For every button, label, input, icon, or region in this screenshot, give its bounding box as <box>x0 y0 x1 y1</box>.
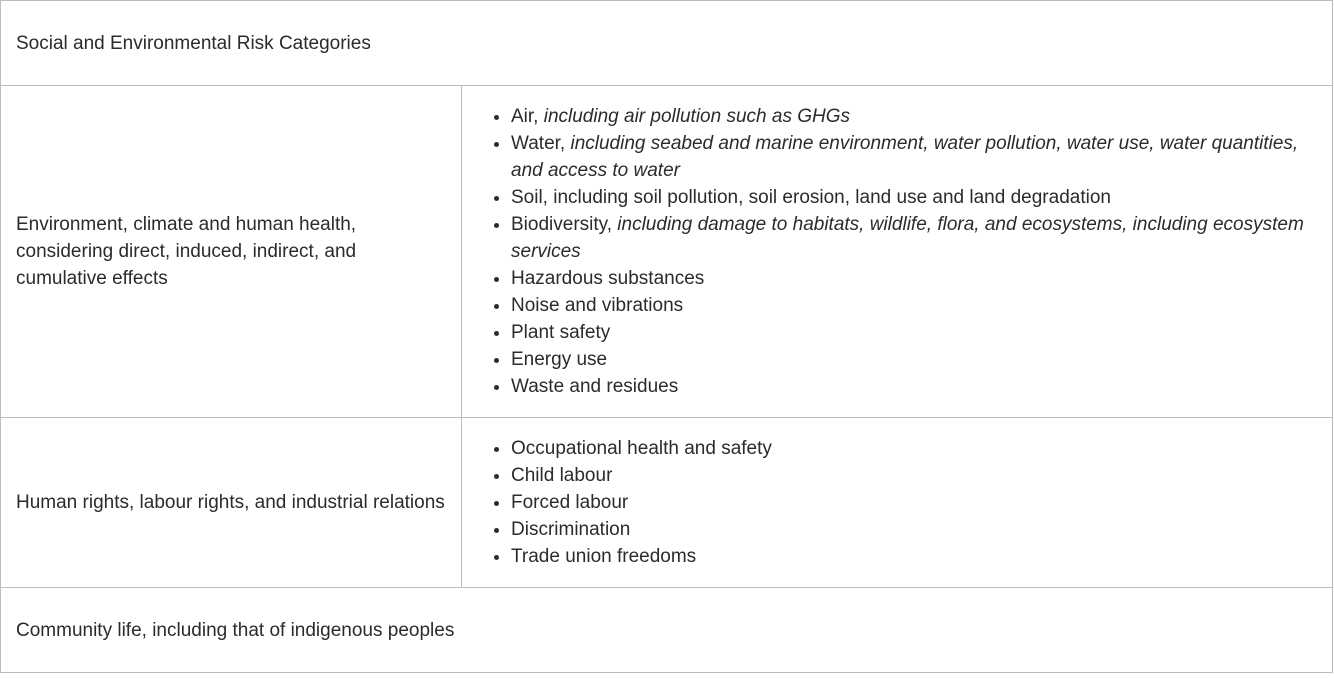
table-row-environment <box>1 86 1333 418</box>
environment-risk-list <box>477 103 1317 400</box>
list-item: • Forced labour <box>511 489 1317 516</box>
items-cell-human-rights <box>462 418 1333 588</box>
table-header-cell: Social and Environmental Risk Categories <box>1 1 1333 86</box>
list-item: • Occupational health and safety <box>511 435 1317 462</box>
list-item: • Water, including seabed and marine environment, water pollution, water use, water quantities, and access to water <box>511 130 1317 184</box>
list-item: • Hazardous substances <box>511 265 1317 292</box>
table-row-human-rights <box>1 418 1333 588</box>
list-item: • Noise and vibrations <box>511 292 1317 319</box>
category-cell-human-rights: Human rights, labour rights, and industrial relations <box>1 418 462 588</box>
list-item: • Air, including air pollution such as GHGs <box>511 103 1317 130</box>
list-item: • Discrimination <box>511 516 1317 543</box>
table-header-row <box>1 1 1333 86</box>
items-cell-environment <box>462 86 1333 418</box>
table-row-community <box>1 588 1333 673</box>
list-item: • Child labour <box>511 462 1317 489</box>
list-item: • Waste and residues <box>511 373 1317 400</box>
list-item: • Biodiversity, including damage to habitats, wildlife, flora, and ecosystems, including ecosystem services <box>511 211 1317 265</box>
list-item: • Plant safety <box>511 319 1317 346</box>
list-item: • Trade union freedoms <box>511 543 1317 570</box>
human-rights-risk-list <box>477 435 1317 570</box>
list-item: • Soil, including soil pollution, soil erosion, land use and land degradation <box>511 184 1317 211</box>
list-item: • Energy use <box>511 346 1317 373</box>
category-cell-community: Community life, including that of indigenous peoples <box>1 588 1333 673</box>
category-cell-environment: Environment, climate and human health, considering direct, induced, indirect, and cumulative effects <box>1 86 462 418</box>
